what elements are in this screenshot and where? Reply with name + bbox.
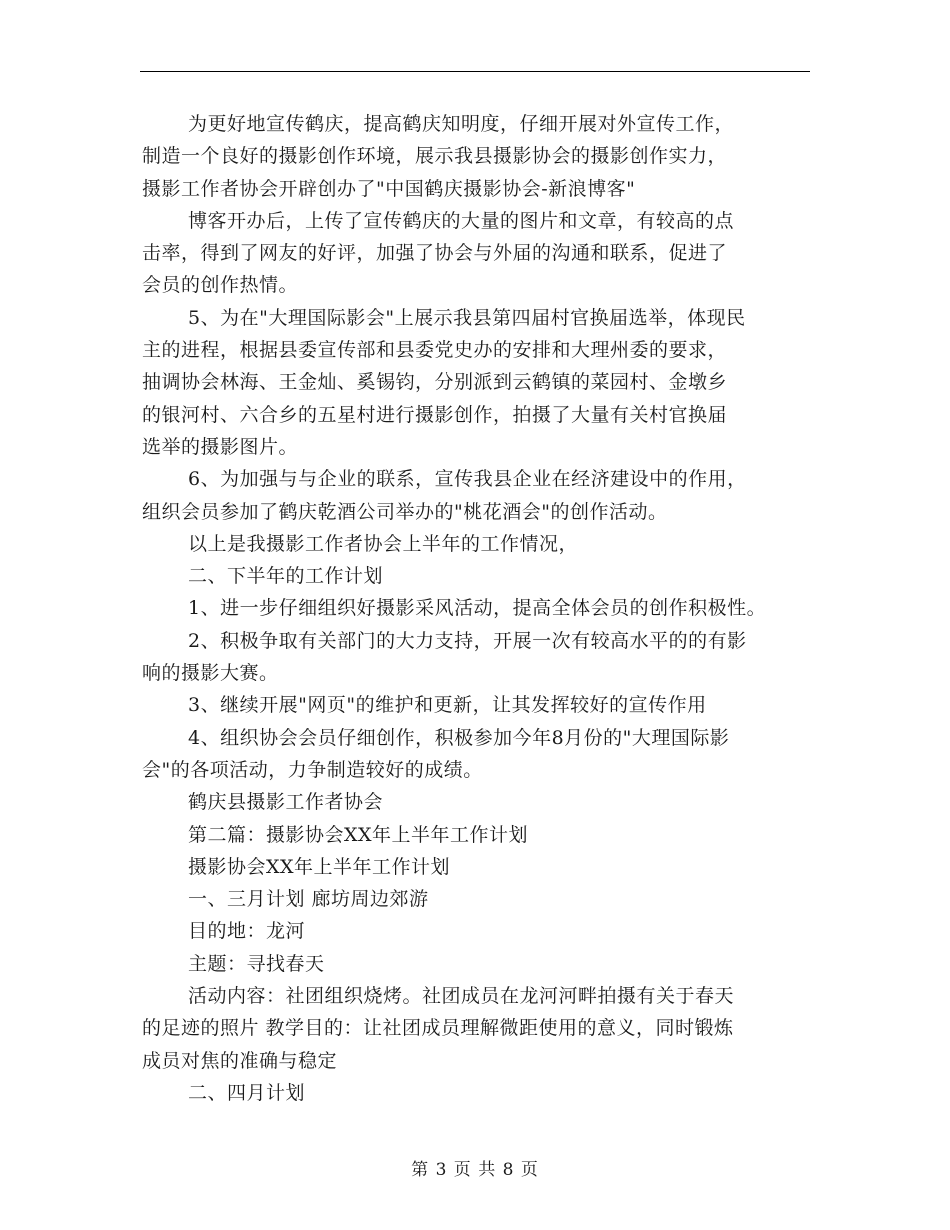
text-line: 的银河村、六合乡的五星村进行摄影创作，拍摄了大量有关村官换届 bbox=[142, 403, 728, 426]
text-line: 抽调协会林海、王金灿、奚锡钧，分别派到云鹤镇的菜园村、金墩乡 bbox=[142, 371, 728, 394]
text-line: 第二篇：摄影协会XX年上半年工作计划 bbox=[188, 823, 529, 846]
text-line: 制造一个良好的摄影创作环境，展示我县摄影协会的摄影创作实力， bbox=[142, 145, 728, 168]
header-rule bbox=[140, 71, 810, 72]
text-line: 以上是我摄影工作者协会上半年的工作情况， bbox=[188, 532, 579, 555]
text-line: 活动内容：社团组织烧烤。社团成员在龙河河畔拍摄有关于春天 bbox=[188, 985, 735, 1008]
text-line: 2、积极争取有关部门的大力支持，开展一次有较高水平的的有影 bbox=[188, 629, 747, 652]
text-line: 主题：寻找春天 bbox=[188, 952, 325, 975]
text-line: 主的进程，根据县委宣传部和县委党史办的安排和大理州委的要求， bbox=[142, 339, 728, 362]
text-line: 1、进一步仔细组织好摄影采风活动，提高全体会员的创作积极性。 bbox=[188, 597, 767, 620]
text-line: 博客开办后，上传了宣传鹤庆的大量的图片和文章，有较高的点 bbox=[188, 209, 735, 232]
text-line: 响的摄影大赛。 bbox=[142, 662, 279, 685]
text-line: 二、下半年的工作计划 bbox=[188, 565, 384, 588]
text-line: 选举的摄影图片。 bbox=[142, 435, 299, 458]
text-line: 摄影协会XX年上半年工作计划 bbox=[188, 855, 451, 878]
text-line: 会员的创作热情。 bbox=[142, 274, 299, 297]
text-line: 5、为在"大理国际影会"上展示我县第四届村官换届选举，体现民 bbox=[188, 306, 746, 329]
text-line: 二、四月计划 bbox=[188, 1081, 306, 1104]
text-line: 一、三月计划 廊坊周边郊游 bbox=[188, 888, 429, 911]
text-line: 击率，得到了网友的好评，加强了协会与外届的沟通和联系，促进了 bbox=[142, 242, 728, 265]
page-footer: 第 3 页 共 8 页 bbox=[411, 1160, 539, 1180]
text-line: 的足迹的照片 教学目的：让社团成员理解微距使用的意义，同时锻炼 bbox=[142, 1017, 734, 1040]
text-line: 4、组织协会会员仔细创作，积极参加今年8月份的"大理国际影 bbox=[188, 726, 730, 749]
text-line: 组织会员参加了鹤庆乾酒公司举办的"桃花酒会"的创作活动。 bbox=[142, 500, 668, 523]
text-line: 会"的各项活动，力争制造较好的成绩。 bbox=[142, 758, 483, 781]
text-line: 目的地：龙河 bbox=[188, 920, 306, 943]
text-line: 3、继续开展"网页"的维护和更新，让其发挥较好的宣传作用 bbox=[188, 694, 707, 717]
text-line: 为更好地宣传鹤庆，提高鹤庆知明度，仔细开展对外宣传工作， bbox=[188, 113, 735, 135]
text-line: 鹤庆县摄影工作者协会 bbox=[188, 791, 384, 814]
text-line: 摄影工作者协会开辟创办了"中国鹤庆摄影协会-新浪博客" bbox=[142, 177, 636, 200]
document-body bbox=[142, 108, 814, 1109]
text-line: 成员对焦的准确与稳定 bbox=[142, 1049, 338, 1072]
text-line: 6、为加强与与企业的联系，宣传我县企业在经济建设中的作用， bbox=[188, 468, 747, 491]
